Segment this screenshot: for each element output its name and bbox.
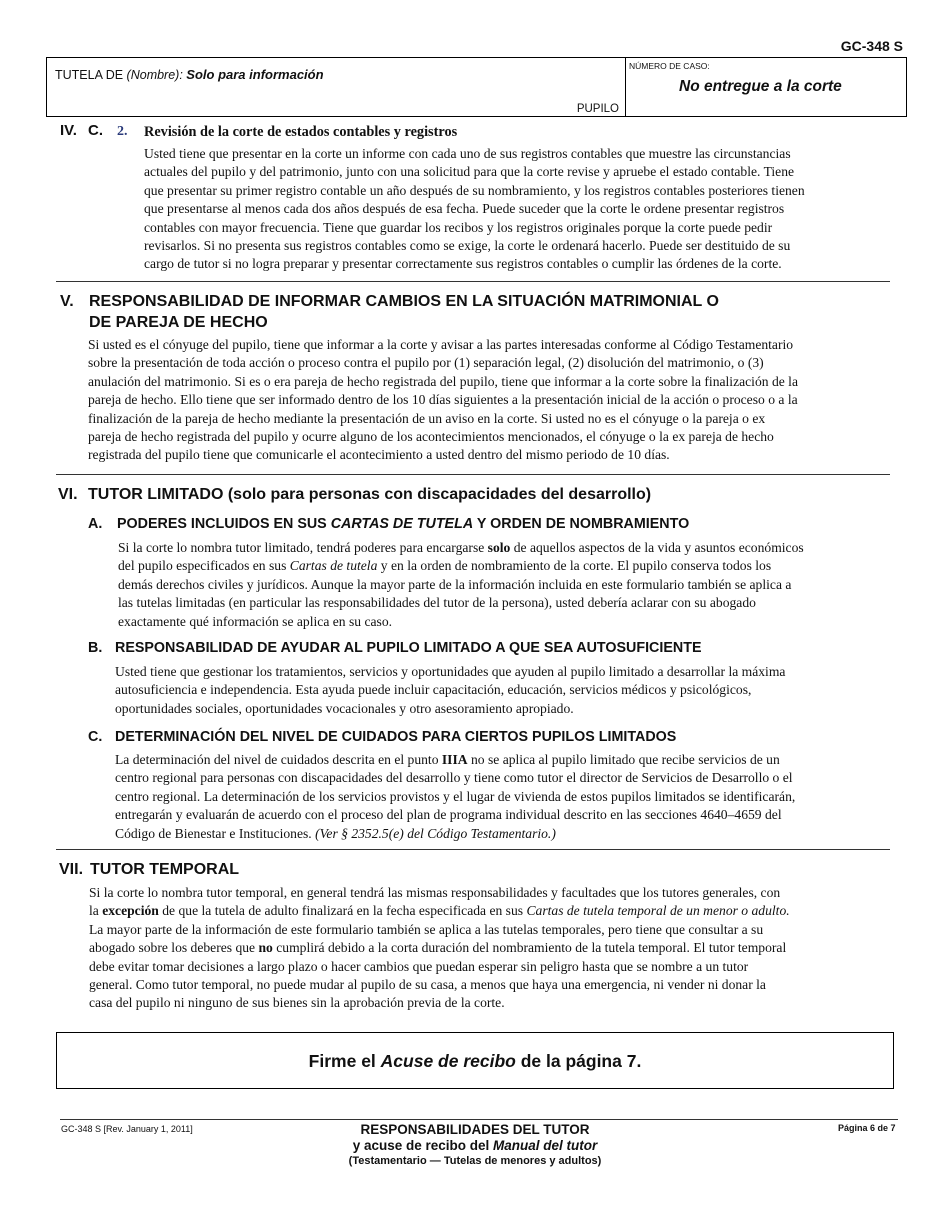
body-line: anulación del matrimonio. Si es o era pareja de hecho registrada del pupilo, tiene que informar a la corte sobre la finalización de la — [88, 373, 798, 389]
section-6b-title: RESPONSABILIDAD DE AYUDAR AL PUPILO LIMITADO A QUE SEA AUTOSUFICIENTE — [115, 640, 702, 656]
section-6-roman: VI. — [58, 486, 78, 503]
section-7-roman: VII. — [59, 861, 84, 878]
footer-title: RESPONSABILIDADES DEL TUTOR y acuse de recibo del Manual del tutor (Testamentario — Tutelas de menores y adultos) — [348, 1122, 602, 1167]
body-line: las tutelas limitadas (en particular las responsabilidades del tutor de la persona), usted debería aclarar con su abogado — [118, 595, 756, 611]
section-6b-letter: B. — [88, 640, 103, 656]
body-line: Si usted es el cónyuge del pupilo, tiene que informar a la corte y avisar a las partes interesadas conforme al Código Testamentario — [88, 337, 794, 352]
guardianship-label-name: (Nombre): — [126, 68, 183, 82]
body-line: cargo de tutor si no logra preparar y presentar correctamente sus registros contables o cumplir las órdenes de la corte. — [144, 256, 782, 272]
body-line: pareja de hecho registrada del pupilo y ocurre alguno de los acontecimientos mencionados, el cónyuge o la ex pareja de hecho — [88, 429, 774, 445]
case-caption — [46, 57, 907, 117]
body-line: demás derechos civiles y jurídicos. Aunque la mayor parte de la información incluida en este formulario también se aplica a — [118, 576, 792, 592]
form-number: GC-348 S — [840, 38, 903, 54]
divider — [56, 281, 890, 282]
sign-acknowledgment-box: Firme el Acuse de recibo de la página 7. — [56, 1032, 894, 1089]
body-line: exactamente qué información se aplica en su caso. — [118, 613, 393, 629]
body-line: Usted tiene que gestionar los tratamientos, servicios y oportunidades que ayuden al pupilo limitado a desarrollar la máxima — [115, 664, 786, 679]
body-line: contables con mayor frecuencia. Tiene que guardar los recibos y los registros originales porque la corte puede pedir — [144, 219, 773, 235]
body-line: autosuficiencia e independencia. Esta ayuda puede incluir capacitación, educación, servicios médicos y psicológicos, — [115, 682, 752, 698]
case-number-label: NÚMERO DE CASO: — [629, 61, 710, 71]
body-line: entregarán y evaluarán de acuerdo con el proceso del plan de programa individual descrito en las secciones 4640–4659 del — [115, 807, 782, 823]
guardianship-field — [47, 58, 626, 116]
guardianship-value: Solo para información — [186, 67, 324, 82]
section-6c-title: DETERMINACIÓN DEL NIVEL DE CUIDADOS PARA CIERTOS PUPILOS LIMITADOS — [115, 729, 677, 745]
section-4c-letter: C. — [88, 122, 103, 139]
body-line: sobre la presentación de toda acción o proceso contra el pupilo por (1) separación legal, (2) disolución del matrimonio, o (3) — [88, 355, 764, 371]
page-number: Página 6 de 7 — [838, 1123, 896, 1133]
body-line: registrada del pupilo tiene que comunicarle el acontecimiento a usted dentro del mismo periodo de 10 días. — [88, 447, 670, 463]
pupil-label: PUPILO — [576, 103, 619, 115]
section-6a-letter: A. — [88, 516, 103, 532]
body-line: La mayor parte de la información de este formulario también se aplica a las tutelas temporales, pero tiene que consultar a su — [89, 921, 764, 937]
body-line: que presentarse al menos cada dos años después de esa fecha. Puede suceder que la corte le ordene presentar registros — [144, 201, 785, 217]
footer-divider — [60, 1119, 898, 1120]
case-number-value: No entregue a la corte — [679, 78, 842, 95]
body-line: casa del pupilo ni ninguno de sus bienes sin la aprobación previa de la corte. — [89, 995, 505, 1011]
divider — [56, 849, 890, 850]
body-line: la excepción de que la tutela de adulto finalizará en la fecha especificada en sus Cartas de tutela temporal de un menor o adulto. — [89, 903, 790, 919]
body-line: Usted tiene que presentar en la corte un informe con cada uno de sus registros contables que muestre las circunstancias — [144, 146, 791, 161]
body-line: centro regional para personas con discapacidades del desarrollo y tiene como tutor el director de Servicios de Desarrollo o el — [115, 770, 793, 786]
section-6c-letter: C. — [88, 729, 103, 745]
section-5-title: RESPONSABILIDAD DE INFORMAR CAMBIOS EN LA SITUACIÓN MATRIMONIAL O DE PAREJA DE HECHO — [89, 293, 719, 331]
body-line: oportunidades sociales, oportunidades vocacionales y otro asesoramiento apropiado. — [115, 700, 574, 716]
body-line: pareja de hecho. Ello tiene que ser informado dentro de los 10 días siguientes a la presentación inicial de la acción o proceso o a la — [88, 392, 798, 408]
section-6a-title: PODERES INCLUIDOS EN SUS CARTAS DE TUTELA Y ORDEN DE NOMBRAMIENTO — [117, 516, 690, 532]
body-line: actuales del pupilo y del patrimonio, junto con una solicitud para que la corte revise y apruebe el estado contable. Tiene — [144, 164, 795, 180]
section-6c-body — [115, 751, 915, 843]
section-4c2-number: 2. — [117, 124, 128, 139]
section-6a-body — [118, 539, 918, 631]
body-line: debe evitar tomar decisiones a largo plazo o hacer cambios que puedan esperar sin peligro hasta que se nombre a un tutor — [89, 958, 749, 974]
body-line: finalización de la pareja de hecho mediante la presentación de un aviso en la corte. Si usted no es el cónyuge o la pareja o ex — [88, 410, 766, 426]
section-6b-body — [115, 663, 915, 718]
footer-form-revision: GC-348 S [Rev. January 1, 2011] — [61, 1124, 193, 1134]
body-line: general. Como tutor temporal, no puede mudar al pupilo de su casa, a menos que haya una emergencia, ni vender ni donar la — [89, 977, 766, 993]
section-4c2-body — [144, 145, 914, 274]
section-6-title: TUTOR LIMITADO (solo para personas con discapacidades del desarrollo) — [88, 486, 652, 503]
body-line: Si la corte lo nombra tutor temporal, en general tendrá las mismas responsabilidades y facultades que los tutores generales, con — [89, 885, 781, 900]
body-line: La determinación del nivel de cuidados descrita en el punto IIIA no se aplica al pupilo limitado que recibe servicios de un — [115, 752, 780, 767]
guardianship-label: TUTELA DE — [55, 68, 127, 82]
body-line: abogado sobre los deberes que no cumplirá debido a la corta duración del nombramiento de la tutela temporal. El tutor temporal — [89, 940, 787, 956]
body-line: del pupilo especificados en sus Cartas de tutela y en la orden de nombramiento de la corte. El pupilo conserva todos los — [118, 558, 772, 574]
body-line: Si la corte lo nombra tutor limitado, tendrá poderes para encargarse solo de aquellos aspectos de la vida y asuntos económicos — [118, 540, 804, 555]
section-7-title: TUTOR TEMPORAL — [90, 861, 240, 878]
section-4-roman: IV. — [60, 122, 77, 139]
section-5-body — [88, 336, 918, 465]
body-line: revisarlos. Si no presenta sus registros contables como se exige, la corte le ordenará hacerlo. Puede ser destituido de su — [144, 238, 791, 254]
body-line: Código de Bienestar e Instituciones. (Ver § 2352.5(e) del Código Testamentario.) — [115, 825, 556, 841]
section-4c2-title: Revisión de la corte de estados contables y registros — [144, 124, 458, 140]
section-7-body — [89, 884, 919, 1013]
body-line: que presentar su primer registro contable un año después de su nombramiento, y los registros contables posteriores tienen — [144, 182, 805, 198]
section-5-roman: V. — [60, 293, 74, 310]
body-line: centro regional. La determinación de los servicios provistos y el lugar de vivienda de estos pupilos limitados se identificarán, — [115, 788, 796, 804]
divider — [56, 474, 890, 475]
